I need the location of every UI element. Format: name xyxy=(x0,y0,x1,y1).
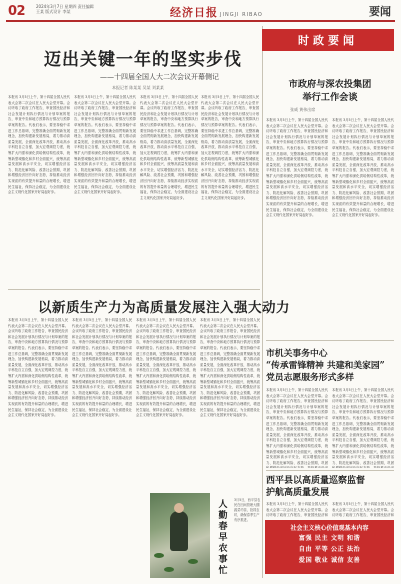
right-article1-col1: 本报讯 3月5日上午，第十四届全国人民代表大会第二次会议在人民大会堂开幕。会议听取了政府工作报告，审查国民经济和社会发展计划执行情况与计划草案的报告，审查中央和地方预算执行情况与预算草案的报告。代表们表示，要坚持稳中求进工作总基调，完整准确全面贯彻新发展理念，加快构建新发展格局，着力推动高质量发展，全面深化改革开放，推动高水平科技自立自强，加大宏观调控力度，统筹扩大内需和深化供给侧结构性改革，统筹新型城镇化和乡村全面振兴，统筹高质量发展和高水平安全，切实增强经济活力、防范化解风险、改善社会预期，巩固和增强经济回升向好态势，持续推动经济实现质的有效提升和量的合理增长，增进民生福祉，保持社会稳定，为全面建设社会主义现代化国家开好局起好步。 xyxy=(266,118,328,218)
core-values-box xyxy=(265,520,394,574)
article2-col3: 本报讯 3月5日上午，第十四届全国人民代表大会第二次会议在人民大会堂开幕。会议听取了政府工作报告，审查国民经济和社会发展计划执行情况与计划草案的报告，审查中央和地方预算执行情况与预算草案的报告。代表们表示，要坚持稳中求进工作总基调，完整准确全面贯彻新发展理念，加快构建新发展格局，着力推动高质量发展，全面深化改革开放，推动高水平科技自立自强，加大宏观调控力度，统筹扩大内需和深化供给侧结构性改革，统筹新型城镇化和乡村全面振兴，统筹高质量发展和高水平安全，切实增强经济活力、防范化解风险、改善社会预期，巩固和增强经济回升向好态势，持续推动经济实现质的有效提升和量的合理增长，增进民生福祉，保持社会稳定，为全面建设社会主义现代化国家开好局起好步。 xyxy=(136,318,196,418)
right-article3-title-line2: 护航高质量发展 xyxy=(266,488,330,498)
article2-title: 以新质生产力为高质量发展注入强大动力 xyxy=(38,300,290,316)
right-article2-title-line1: 市机关事务中心 xyxy=(266,349,328,359)
section-label: 要闻 xyxy=(369,5,391,18)
section-divider xyxy=(8,289,260,290)
logo-text: 经济日报 xyxy=(170,6,218,19)
right-article2-col1: 本报讯 3月5日上午，第十四届全国人民代表大会第二次会议在人民大会堂开幕。会议听取了政府工作报告，审查国民经济和社会发展计划执行情况与计划草案的报告，审查中央和地方预算执行情况与预算草案的报告。代表们表示，要坚持稳中求进工作总基调，完整准确全面贯彻新发展理念，加快构建新发展格局，着力推动高质量发展，全面深化改革开放，推动高水平科技自立自强，加大宏观调控力度，统筹扩大内需和深化供给侧结构性改革，统筹新型城镇化和乡村全面振兴，统筹高质量发展和高水平安全，切实增强经济活力、防范化解风险、改善社会预期，巩固 xyxy=(266,388,328,465)
logo-subtext: JINGJI RIBAO xyxy=(220,12,263,18)
header-rule xyxy=(6,20,395,22)
article1-col2: 本报讯 3月5日上午，第十四届全国人民代表大会第二次会议在人民大会堂开幕。会议听取了政府工作报告，审查国民经济和社会发展计划执行情况与计划草案的报告，审查中央和地方预算执行情况与预算草案的报告。代表们表示，要坚持稳中求进工作总基调，完整准确全面贯彻新发展理念，加快构建新发展格局，着力推动高质量发展，全面深化改革开放，推动高水平科技自立自强，加大宏观调控力度，统筹扩大内需和深化供给侧结构性改革，统筹新型城镇化和乡村全面振兴，统筹高质量发展和高水平安全，切实增强经济活力、防范化解风险、改善社会预期，巩固和增强经济回升向好态势，持续推动经济实现质的有效提升和量的合理增长，增进民生福祉，保持社会稳定，为全面建设社会主义现代化国家开好局起好步。 xyxy=(74,95,136,195)
article1-byline: 本报记者 陈某某 吴某 刘某某 xyxy=(112,85,164,90)
right-article1-title xyxy=(270,78,390,104)
issue-date: 2024年3月7日 星期四 责任编辑 王某 版式设计 李某 xyxy=(36,4,94,14)
right-article1-title-line2: 举行工作会谈 xyxy=(302,92,358,103)
news-banner xyxy=(262,29,394,51)
seedling-shape xyxy=(188,559,198,564)
farmer-figure xyxy=(170,511,188,551)
banner-label: 时政要闻 xyxy=(298,34,358,47)
right-article2-col2: 本报讯 3月5日上午，第十四届全国人民代表大会第二次会议在人民大会堂开幕。会议听取了政府工作报告，审查国民经济和社会发展计划执行情况与计划草案的报告，审查中央和地方预算执行情况与预算草案的报告。代表们表示，要坚持稳中求进工作总基调，完整准确全面贯彻新发展理念，加快构建新发展格局，着力推动高质量发展，全面深化改革开放，推动高水平科技自立自强，加大宏观调控力度，统筹扩大内需和深化供给侧结构性改革，统筹新型城镇化和乡村全面振兴，统筹高质量发展和高水平安全，切实增强经济活力、防范化解风险、改善社会预期，巩固 xyxy=(332,388,394,465)
right-article3-title-line1: 西平县以高质量巡察监督 xyxy=(266,476,366,486)
right-divider-1 xyxy=(266,340,394,341)
core-values-line3: 爱国 敬业 诚信 友善 xyxy=(298,557,361,564)
right-divider-2 xyxy=(266,470,394,471)
core-values-line2: 自由 平等 公正 法治 xyxy=(298,546,361,553)
photo-vertical-title: 人勤春早农事忙 xyxy=(218,500,228,576)
article2-col1: 本报讯 3月5日上午，第十四届全国人民代表大会第二次会议在人民大会堂开幕。会议听取了政府工作报告，审查国民经济和社会发展计划执行情况与计划草案的报告，审查中央和地方预算执行情况与预算草案的报告。代表们表示，要坚持稳中求进工作总基调，完整准确全面贯彻新发展理念，加快构建新发展格局，着力推动高质量发展，全面深化改革开放，推动高水平科技自立自强，加大宏观调控力度，统筹扩大内需和深化供给侧结构性改革，统筹新型城镇化和乡村全面振兴，统筹高质量发展和高水平安全，切实增强经济活力、防范化解风险、改善社会预期，巩固和增强经济回升向好态势，持续推动经济实现质的有效提升和量的合理增长，增进民生福祉，保持社会稳定，为全面建设社会主义现代化国家开好局起好步。 xyxy=(8,318,68,418)
seedling-shape xyxy=(164,567,174,572)
right-article3-col2: 本报讯 3月5日上午，第十四届全国人民代表大会第二次会议在人民大会堂开幕。会议听取了政府工作报告，审查国民经济和 xyxy=(332,502,394,518)
right-article2-title xyxy=(266,348,394,384)
seedling-shape xyxy=(154,553,164,558)
article1-col3: 本报讯 3月5日上午，第十四届全国人民代表大会第二次会议在人民大会堂开幕。会议听取了政府工作报告，审查国民经济和社会发展计划执行情况与计划草案的报告，审查中央和地方预算执行情况与预算草案的报告。代表们表示，要坚持稳中求进工作总基调，完整准确全面贯彻新发展理念，加快构建新发展格局，着力推动高质量发展，全面深化改革开放，推动高水平科技自立自强，加大宏观调控力度，统筹扩大内需和深化供给侧结构性改革，统筹新型城镇化和乡村全面振兴，统筹高质量发展和高水平安全，切实增强经济活力、防范化解风险、改善社会预期，巩固和增强经济回升向好态势，持续推动经济实现质的有效提升和量的合理增长，增进民生福祉，保持社会稳定，为全面建设社会主义现代化国家开好局起好步。 xyxy=(140,95,198,200)
right-article1-title-line1: 市政府与深农投集团 xyxy=(288,79,372,90)
right-article2-title-line3: 党员志愿服务形式多样 xyxy=(266,373,354,383)
right-article2-title-line2: “传承雷锋精神 共建和美家园” xyxy=(266,361,385,371)
article1-col4: 本报讯 3月5日上午，第十四届全国人民代表大会第二次会议在人民大会堂开幕。会议听取了政府工作报告，审查国民经济和社会发展计划执行情况与计划草案的报告，审查中央和地方预算执行情况与预算草案的报告。代表们表示，要坚持稳中求进工作总基调，完整准确全面贯彻新发展理念，加快构建新发展格局，着力推动高质量发展，全面深化改革开放，推动高水平科技自立自强，加大宏观调控力度，统筹扩大内需和深化供给侧结构性改革，统筹新型城镇化和乡村全面振兴，统筹高质量发展和高水平安全，切实增强经济活力、防范化解风险、改善社会预期，巩固和增强经济回升向好态势，持续推动经济实现质的有效提升和量的合理增长，增进民生福祉，保持社会稳定，为全面建设社会主义现代化国家开好局起好步。 xyxy=(201,95,259,200)
article1-subtitle: ——十四届全国人大二次会议开幕侧记 xyxy=(100,73,219,81)
farmer-head xyxy=(174,503,184,513)
page-number: 02 xyxy=(8,4,26,19)
article1-title: 迈出关键一年的坚实步伐 xyxy=(44,50,242,70)
article2-col4: 本报讯 3月5日上午，第十四届全国人民代表大会第二次会议在人民大会堂开幕。会议听取了政府工作报告，审查国民经济和社会发展计划执行情况与计划草案的报告，审查中央和地方预算执行情况与预算草案的报告。代表们表示，要坚持稳中求进工作总基调，完整准确全面贯彻新发展理念，加快构建新发展格局，着力推动高质量发展，全面深化改革开放，推动高水平科技自立自强，加大宏观调控力度，统筹扩大内需和深化供给侧结构性改革，统筹新型城镇化和乡村全面振兴，统筹高质量发展和高水平安全，切实增强经济活力、防范化解风险、改善社会预期，巩固和增强经济回升向好态势，持续推动经济实现质的有效提升和量的合理增长，增进民生福祉，保持社会稳定，为全面建设社会主义现代化国家开好局起好步。 xyxy=(200,318,260,418)
photo-caption: 3月5日，西平县农民在田间管理大棚蔬菜幼苗，抢抓农时，确保春季生产有序推进。 xyxy=(234,498,261,522)
right-article1-byline: 张威 黄伟出席 xyxy=(290,107,316,112)
farm-photo xyxy=(150,493,210,578)
core-values-line1: 富强 民主 文明 和谐 xyxy=(298,535,361,542)
right-article1-col2: 本报讯 3月5日上午，第十四届全国人民代表大会第二次会议在人民大会堂开幕。会议听取了政府工作报告，审查国民经济和社会发展计划执行情况与计划草案的报告，审查中央和地方预算执行情况与预算草案的报告。代表们表示，要坚持稳中求进工作总基调，完整准确全面贯彻新发展理念，加快构建新发展格局，着力推动高质量发展，全面深化改革开放，推动高水平科技自立自强，加大宏观调控力度，统筹扩大内需和深化供给侧结构性改革，统筹新型城镇化和乡村全面振兴，统筹高质量发展和高水平安全，切实增强经济活力、防范化解风险、改善社会预期，巩固和增强经济回升向好态势，持续推动经济实现质的有效提升和量的合理增长，增进民生福祉，保持社会稳定，为全面建设社会主义现代化国家开好局起好步。 xyxy=(332,118,394,218)
right-article3-col1: 本报讯 3月5日上午，第十四届全国人民代表大会第二次会议在人民大会堂开幕。会议听取了政府工作报告，审查国民经济和 xyxy=(266,502,328,518)
article1-col1: 本报讯 3月5日上午，第十四届全国人民代表大会第二次会议在人民大会堂开幕。会议听取了政府工作报告，审查国民经济和社会发展计划执行情况与计划草案的报告，审查中央和地方预算执行情况与预算草案的报告。代表们表示，要坚持稳中求进工作总基调，完整准确全面贯彻新发展理念，加快构建新发展格局，着力推动高质量发展，全面深化改革开放，推动高水平科技自立自强，加大宏观调控力度，统筹扩大内需和深化供给侧结构性改革，统筹新型城镇化和乡村全面振兴，统筹高质量发展和高水平安全，切实增强经济活力、防范化解风险、改善社会预期，巩固和增强经济回升向好态势，持续推动经济实现质的有效提升和量的合理增长，增进民生福祉，保持社会稳定，为全面建设社会主义现代化国家开好局起好步。 xyxy=(8,95,70,195)
newspaper-logo xyxy=(170,4,263,20)
core-values-title: 社会主义核心价值观基本内容 xyxy=(290,525,369,532)
right-article3-title xyxy=(266,475,394,499)
article2-col2: 本报讯 3月5日上午，第十四届全国人民代表大会第二次会议在人民大会堂开幕。会议听取了政府工作报告，审查国民经济和社会发展计划执行情况与计划草案的报告，审查中央和地方预算执行情况与预算草案的报告。代表们表示，要坚持稳中求进工作总基调，完整准确全面贯彻新发展理念，加快构建新发展格局，着力推动高质量发展，全面深化改革开放，推动高水平科技自立自强，加大宏观调控力度，统筹扩大内需和深化供给侧结构性改革，统筹新型城镇化和乡村全面振兴，统筹高质量发展和高水平安全，切实增强经济活力、防范化解风险、改善社会预期，巩固和增强经济回升向好态势，持续推动经济实现质的有效提升和量的合理增长，增进民生福祉，保持社会稳定，为全面建设社会主义现代化国家开好局起好步。 xyxy=(72,318,132,418)
